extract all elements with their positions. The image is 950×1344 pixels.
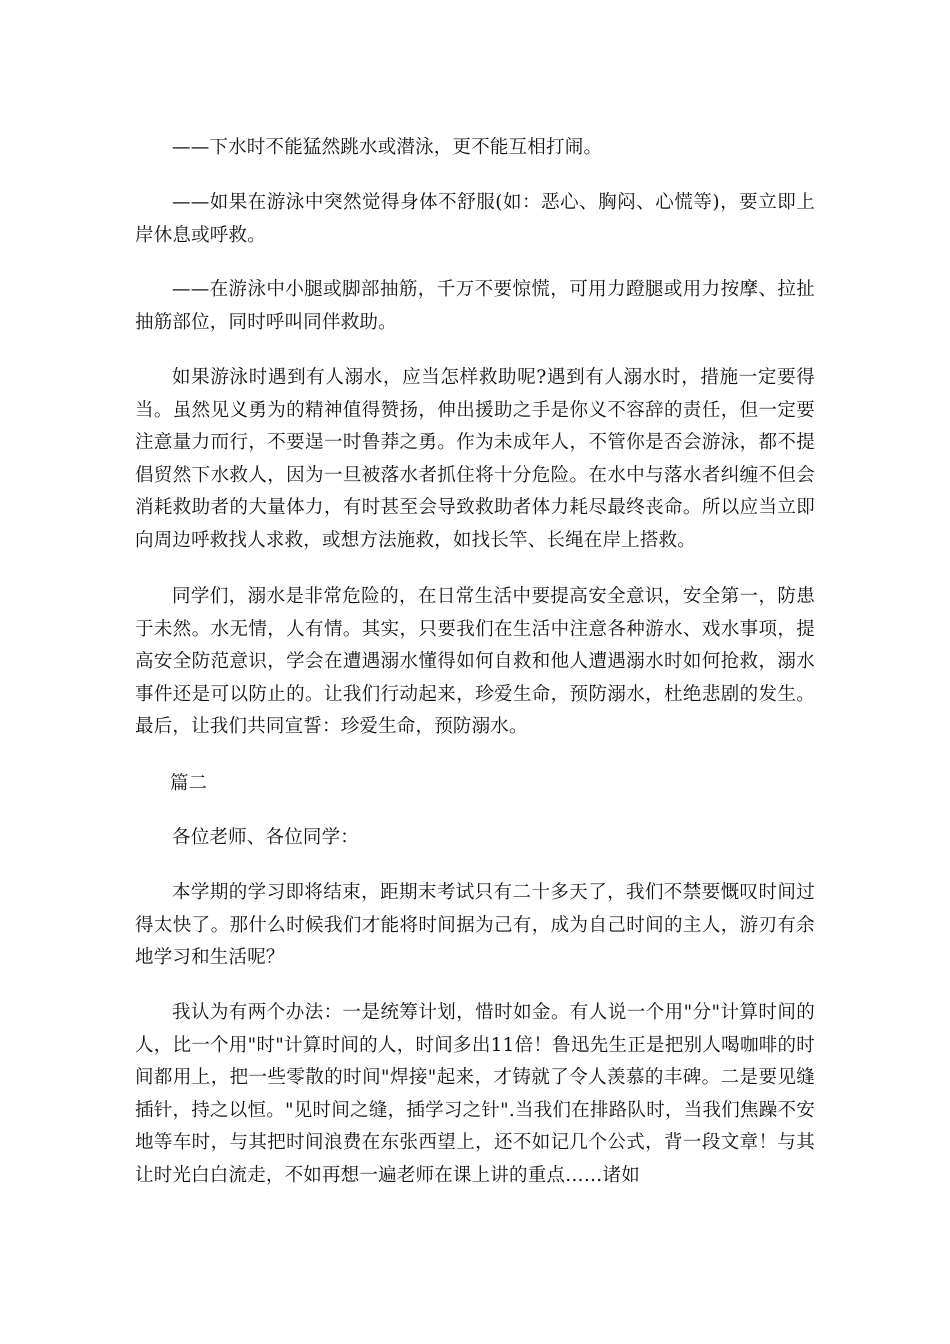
paragraph-feel-unwell: ——如果在游泳中突然觉得身体不舒服(如：恶心、胸闷、心慌等)，要立即上岸休息或呼救。 xyxy=(135,192,815,246)
paragraph-no-diving: ——下水时不能猛然跳水或潜泳，更不能互相打闹。 xyxy=(172,137,603,158)
paragraph-semester-end: 本学期的学习即将结束，距期末考试只有二十多天了，我们不禁要慨叹时间过得太快了。那什么时候我们才能将时间据为己有，成为自己时间的主人，游刃有余地学习和生活呢？ xyxy=(135,882,815,968)
paragraph-conclusion: 同学们，溺水是非常危险的，在日常生活中要提高安全意识，安全第一，防患于未然。水无情，人有情。其实，只要我们在生活中注意各种游水、戏水事项，提高安全防范意识，学会在遭遇溺水懂得如何自救和他人遭遇溺水时如何抢救，溺水事件还是可以防止的。让我们行动起来，珍爱生命，预防溺水，杜绝悲剧的发生。最后，让我们共同宣誓：珍爱生命，预防溺水。 xyxy=(135,586,815,737)
paragraph-two-methods: 我认为有两个办法：一是统筹计划，惜时如金。有人说一个用"分"计算时间的人，比一个用"时"计算时间的人，时间多出11倍！鲁迅先生正是把别人喝咖啡的时间都用上，把一些零散的时间"焊接"起来，才铸就了令人羡慕的丰碑。二是要见缝插针，持之以恒。"见时间之缝，插学习之针".当我们在排路队时，当我们焦躁不安地等车时，与其把时间浪费在东张西望上，还不如记几个公式，背一段文章！与其让时光白白流走，不如再想一遍老师在课上讲的重点……诸如 xyxy=(135,1002,815,1186)
paragraph-greeting: 各位老师、各位同学： xyxy=(172,827,360,848)
paragraph-cramp: ——在游泳中小腿或脚部抽筋，千万不要惊慌，可用力蹬腿或用力按摩、拉扯抽筋部位，同时呼叫同伴救助。 xyxy=(135,279,815,333)
paragraph-rescue: 如果游泳时遇到有人溺水，应当怎样救助呢?遇到有人溺水时，措施一定要得当。虽然见义勇为的精神值得赞扬，伸出援助之手是你义不容辞的责任，但一定要注意量力而行，不要逞一时鲁莽之勇。作为未成年人，不管你是否会游泳，都不提倡贸然下水救人，因为一旦被落水者抓住将十分危险。在水中与落水者纠缠不但会消耗救助者的大量体力，有时甚至会导致救助者体力耗尽最终丧命。所以应当立即向周边呼救找人求救，或想方法施救，如找长竿、长绳在岸上搭救。 xyxy=(135,367,815,551)
section-heading: 篇二 xyxy=(170,773,208,794)
